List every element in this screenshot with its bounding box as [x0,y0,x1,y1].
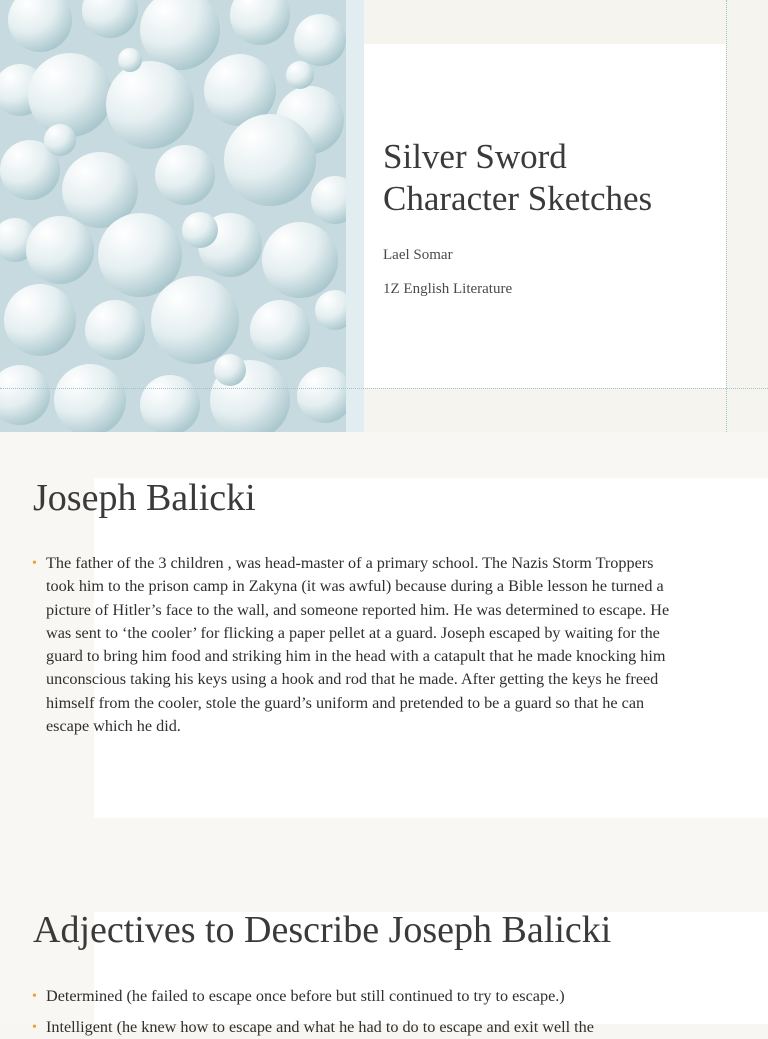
author-name: Lael Somar [383,247,453,263]
adjectives-slide [0,832,768,1036]
bubble [106,61,194,149]
bubble [151,276,239,364]
bubble [26,216,94,284]
bubble [140,375,200,435]
title-slide [0,0,768,432]
accent-strip [346,0,364,432]
bubble [118,48,142,72]
bubble [4,284,76,356]
bubble [286,61,314,89]
dotted-rule-horizontal [0,388,768,389]
bubbles-background-image [0,0,346,432]
course-name: 1Z English Literature [383,281,513,297]
bubble [294,14,346,66]
title-line-2: Character Sketches [383,179,653,218]
bubble [214,354,246,386]
bubble [155,145,215,205]
bubble [250,300,310,360]
bubble [54,364,126,436]
bullet-intelligent: • Intelligent (he knew how to escape and what he had to do to escape and exit well the [46,1016,686,1039]
slide-heading: Joseph Balicki [33,477,256,519]
presentation-title [383,136,652,220]
bubble [85,300,145,360]
bubble [44,124,76,156]
bubble [182,212,218,248]
bubble [262,222,338,298]
bubble [224,114,316,206]
dotted-rule-vertical [726,0,727,432]
joseph-balicki-slide [0,432,768,832]
slide-heading: Adjectives to Describe Joseph Balicki [33,909,612,951]
bullet-text: • The father of the 3 children , was head-master of a primary school. The Nazis Storm Troppers took him to the prison camp in Zakyna (it was awful) because during a Bible lesson he turned a picture of Hitler’s face to the wall, and someone reported him. He was determined to escape. He was sent to ‘the cooler’ for flicking a paper pellet at a guard. Joseph escaped by waiting for the guard to bring him food and striking him in the head with a catapult that he made knocking him unconscious taking his keys using a hook and rod that he made. After getting the keys he freed himself from the cooler, stole the guard’s uniform and pretended to be a guard so that he can escape which he did. [46,552,686,738]
title-line-1: Silver Sword [383,137,567,176]
bubble [297,367,353,423]
bullet-determined: • Determined (he failed to escape once before but still continued to try to escape.) [46,985,686,1008]
bubble [28,53,112,137]
